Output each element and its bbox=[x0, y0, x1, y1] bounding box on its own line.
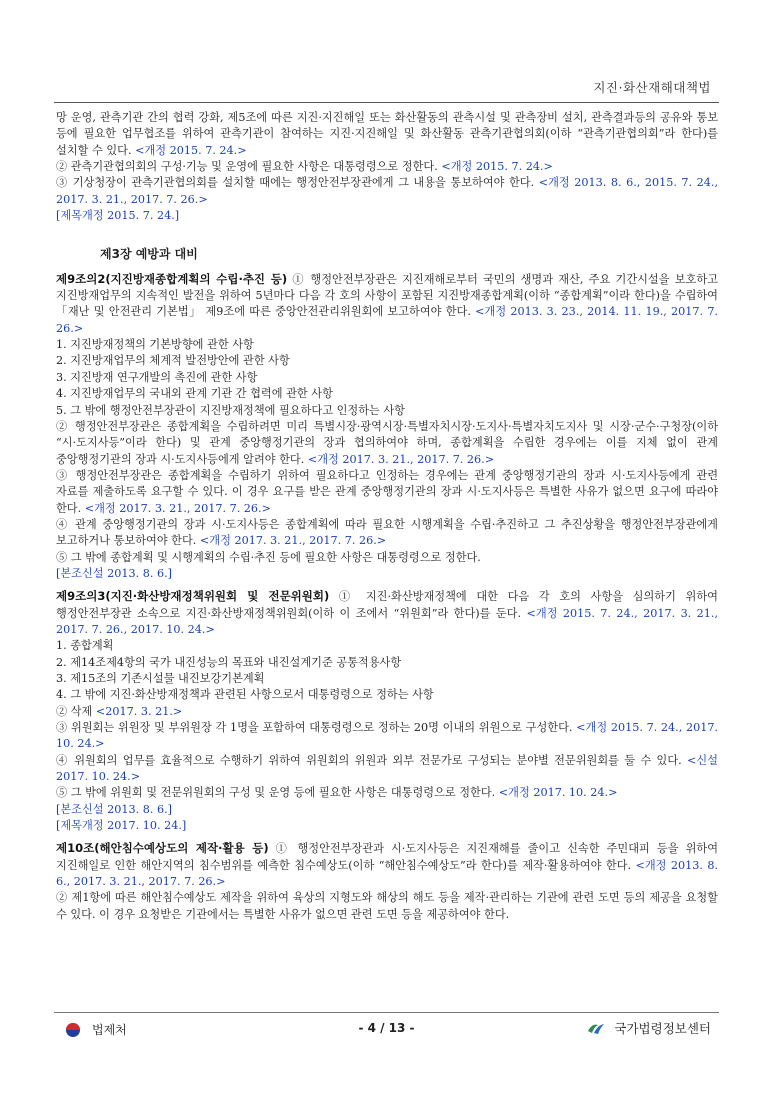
amendment-note: <개정 2017. 10. 24.> bbox=[498, 786, 618, 800]
amendment-note: <개정 2015. 7. 24., 2017. 10. 24.> bbox=[56, 721, 718, 751]
title-revision-note: [제목개정 2017. 10. 24.] bbox=[56, 819, 187, 833]
footer-agency-label: 법제처 bbox=[92, 1023, 127, 1037]
chapter-heading: 제3장 예방과 대비 bbox=[100, 247, 198, 262]
paragraph-text: ③ 행정안전부장관은 종합계획을 수립하기 위하여 필요하다고 인정하는 경우에는 관계 중앙행정기관의 장과 시·도지사등에게 관련 자료를 제출하도록 요구할 수 있다. 이 경우 요구를 받은 관계 중앙행정기관의 장과 시·도지사등은 특별한 사유가 없으면 요구에 따라야 한다. bbox=[56, 468, 718, 515]
amendment-note: <개정 2017. 3. 21., 2017. 7. 26.> bbox=[199, 534, 387, 548]
article-10 bbox=[56, 840, 718, 890]
list-item: 5. 그 밖에 행정안전부장관이 지진방재정책에 필요하다고 인정하는 사항 bbox=[56, 403, 405, 417]
law-title-header: 지진·화산재해대책법 bbox=[593, 80, 711, 95]
list-item: 4. 지진방재업무의 국내외 관계 기관 간 협력에 관한 사항 bbox=[56, 387, 333, 401]
header-divider bbox=[54, 102, 719, 103]
paragraph-text: ② 삭제 bbox=[56, 704, 93, 718]
paragraph-text: ① 지진·화산방재정책에 대한 다음 각 호의 사항을 심의하기 위하여 행정안전부장관 소속으로 지진·화산방재정책위원회(이하 이 조에서 “위원회”라 한다)를 둔다. bbox=[56, 590, 718, 620]
amendment-note: <개정 2013. 8. 6., 2017. 3. 21., 2017. 7. 26.> bbox=[56, 858, 719, 889]
paragraph bbox=[56, 110, 718, 159]
paragraph bbox=[56, 468, 718, 517]
article-title: 제10조(해안침수예상도의 제작·활용 등) bbox=[56, 841, 269, 856]
list-item: 3. 지진방재 연구개발의 촉진에 관한 사항 bbox=[56, 370, 258, 384]
amendment-note: <개정 2015. 7. 24.> bbox=[135, 143, 247, 157]
amendment-note: <신설 2017. 10. 24.> bbox=[56, 753, 718, 784]
paragraph bbox=[56, 720, 718, 753]
article-9-2 bbox=[56, 271, 718, 337]
list-item: 4. 그 밖에 지진·화산방재정책과 관련된 사항으로서 대통령령으로 정하는 사항 bbox=[56, 688, 434, 702]
paragraph-text: ③ 위원회는 위원장 및 부위원장 각 1명을 포함하여 대통령령으로 정하는 20명 이내의 위원으로 구성한다. bbox=[56, 721, 573, 735]
footer-right bbox=[586, 1019, 711, 1037]
article-9-3 bbox=[56, 588, 718, 638]
paragraph: ② 제1항에 따른 해안침수예상도 제작을 위하여 육상의 지형도와 해상의 해도 등을 제작·관리하는 기관에 관련 도면 등의 제공을 요청할 수 있다. 이 경우 요청받은 기관에서는 특별한 사유가 없으면 관련 도면 등을 제공하여야 한다. bbox=[56, 891, 718, 921]
page-number: - 4 / 13 - bbox=[358, 1021, 415, 1035]
amendment-note: <개정 2015. 7. 24., 2017. 3. 21., 2017. 7. 26., 2017. 10. 24.> bbox=[56, 606, 719, 636]
list-item: 1. 종합계획 bbox=[56, 639, 114, 653]
law-info-center-logo-icon bbox=[586, 1021, 606, 1035]
paragraph-text: ① 행정안전부장관과 시·도지사등은 지진재해를 줄이고 신속한 주민대피 등을 위하여 지진해일로 인한 해안지역의 침수범위를 예측한 침수예상도(이하 “해안침수예상도”라 한다)를 제작·활용하여야 한다. bbox=[56, 842, 719, 872]
paragraph bbox=[56, 704, 718, 720]
paragraph-text: ② 관측기관협의회의 구성·기능 및 운영에 필요한 사항은 대통령령으로 정한다. bbox=[56, 160, 438, 174]
amendment-note: <2017. 3. 21.> bbox=[95, 704, 183, 718]
paragraph: ⑤ 그 밖에 종합계획 및 시행계획의 수립·추진 등에 필요한 사항은 대통령령으로 정한다. bbox=[56, 550, 481, 564]
paragraph-text: ③ 기상청장이 관측기관협의회를 설치할 때에는 행정안전부장관에게 그 내용을 통보하여야 한다. bbox=[56, 176, 535, 190]
title-revision-note: [제목개정 2015. 7. 24.] bbox=[56, 209, 180, 223]
amendment-note: <개정 2015. 7. 24.> bbox=[441, 160, 553, 174]
paragraph bbox=[56, 175, 718, 208]
list-item: 1. 지진방재정책의 기본방향에 관한 사항 bbox=[56, 338, 254, 352]
paragraph bbox=[56, 753, 718, 786]
paragraph bbox=[56, 785, 718, 801]
paragraph-text: ⑤ 그 밖에 위원회 및 전문위원회의 구성 및 운영 등에 필요한 사항은 대통령령으로 정한다. bbox=[56, 786, 496, 800]
amendment-note: <개정 2017. 3. 21., 2017. 7. 26.> bbox=[84, 501, 271, 515]
footer-center-label: 국가법령정보센터 bbox=[614, 1021, 711, 1036]
list-item: 2. 지진방재업무의 체계적 발전방안에 관한 사항 bbox=[56, 354, 290, 368]
document-body bbox=[56, 110, 718, 923]
amendment-note: <개정 2013. 8. 6., 2015. 7. 24., 2017. 3. 21., 2017. 7. 26.> bbox=[56, 176, 719, 206]
amendment-note: <개정 2013. 3. 23., 2014. 11. 19., 2017. 7. 26.> bbox=[56, 305, 718, 335]
enactment-note: [본조신설 2013. 8. 6.] bbox=[56, 566, 173, 580]
paragraph bbox=[56, 419, 718, 468]
article-title: 제9조의3(지진·화산방재정책위원회 및 전문위원회) bbox=[56, 589, 330, 604]
list-item: 2. 제14조제4항의 국가 내진성능의 목표와 내진설계기준 공통적용사항 bbox=[56, 655, 402, 669]
enactment-note: [본조신설 2013. 8. 6.] bbox=[56, 802, 173, 816]
paragraph-text: ④ 위원회의 업무를 효율적으로 수행하기 위하여 위원회의 위원과 외부 전문가로 구성되는 분야별 전문위원회를 둘 수 있다. bbox=[56, 753, 682, 767]
footer-divider bbox=[54, 1012, 719, 1013]
paragraph bbox=[56, 517, 718, 550]
list-item: 3. 제15조의 기존시설물 내진보강기본계획 bbox=[56, 672, 265, 685]
paragraph-text: 망 운영, 관측기관 간의 협력 강화, 제5조에 따른 지진·지진해일 또는 화산활동의 관측시설 및 관측장비 설치, 관측결과등의 공유와 통보 등에 필요한 업무협조를 위하여 관측기관이 참여하는 지진·지진해일 및 화산활동 관측기관협의회(이하 “관측기관협의회”라 한다)를 설치할 수 있다. bbox=[56, 111, 718, 157]
paragraph-text: ① 행정안전부장관은 지진재해로부터 국민의 생명과 재산, 주요 기간시설을 보호하고 지진방재업무의 지속적인 발전을 위하여 5년마다 다음 각 호의 사항이 포함된 지진방재종합계획(이하 “종합계획”이라 한다)을 수립하여 「재난 및 안전관리 기본법」 제9조에 따른 중앙안전관리위원회에 보고하여야 한다. bbox=[56, 272, 719, 319]
amendment-note: <개정 2017. 3. 21., 2017. 7. 26.> bbox=[307, 452, 495, 466]
article-title: 제9조의2(지진방재종합계획의 수립·추진 등) bbox=[56, 271, 288, 286]
paragraph bbox=[56, 159, 718, 175]
paragraph-text: ④ 관계 중앙행정기관의 장과 시·도지사등은 종합계획에 따라 필요한 시행계획을 수립·추진하고 그 추진상황을 행정안전부장관에게 보고하거나 통보하여야 한다. bbox=[56, 517, 718, 548]
paragraph-text: ② 행정안전부장관은 종합계획을 수립하려면 미리 특별시장·광역시장·특별자치시장·도지사·특별자치도지사 및 시장·군수·구청장(이하 “시·도지사등”이라 한다) 및 관계 중앙행정기관의 장과 협의하여야 하며, 종합계획을 수립한 경우에는 이를 지체 없이 관계 중앙행정기관의 장과 시·도지사등에게 알려야 한다. bbox=[56, 419, 718, 466]
